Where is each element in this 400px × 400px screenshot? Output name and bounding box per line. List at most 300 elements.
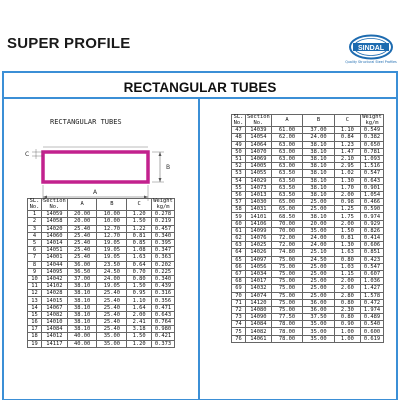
content-frame (2, 71, 398, 400)
table-cell: 0.202 (152, 261, 175, 268)
table-cell: 1.50 (334, 227, 360, 234)
table-cell: 1.64 (127, 304, 152, 311)
dimension-a-label: A (92, 189, 98, 196)
table-cell: 19 (28, 340, 42, 347)
table-row (232, 220, 384, 227)
table-row (232, 163, 384, 170)
table-cell: 25.00 (303, 206, 335, 213)
table-cell: 14025 (246, 242, 272, 249)
table-cell: 14090 (246, 314, 272, 321)
col-c: C (127, 199, 152, 211)
table-row (232, 335, 384, 342)
table-cell: 14044 (42, 261, 68, 268)
section-title: RECTANGULAR TUBES (123, 80, 277, 95)
table-cell: 0.80 (334, 256, 360, 263)
page-header (0, 0, 400, 62)
table-cell: 47 (232, 127, 246, 134)
table-cell: 0.347 (152, 247, 175, 254)
table-cell: 2.10 (334, 155, 360, 162)
table-cell: 25.40 (67, 254, 97, 261)
table-cell: 2 (28, 218, 42, 225)
table-cell: 14020 (42, 225, 68, 232)
table-cell: 38.10 (303, 213, 335, 220)
table-cell: 14055 (246, 170, 272, 177)
table-cell: 25.00 (303, 270, 335, 277)
table-cell: 0.472 (361, 299, 384, 306)
table-cell: 10.00 (97, 218, 127, 225)
table-cell: 72.00 (271, 235, 303, 242)
table-cell: 1.10 (334, 127, 360, 134)
table-cell: 23.50 (97, 261, 127, 268)
table-cell: 67 (232, 270, 246, 277)
table-cell: 35.00 (97, 333, 127, 340)
table-cell: 0.619 (361, 335, 384, 342)
table-cell: 55 (232, 184, 246, 191)
table-row (28, 340, 175, 347)
table-cell: 2.00 (127, 311, 152, 318)
table-cell: 1.30 (334, 177, 360, 184)
table-cell: 78.00 (271, 328, 303, 335)
table-cell: 1.02 (334, 170, 360, 177)
table-cell: 25.40 (97, 311, 127, 318)
table-row (28, 304, 175, 311)
table-row (28, 225, 175, 232)
table-cell: 17 (28, 326, 42, 333)
table-cell: 1.00 (334, 335, 360, 342)
table-cell: 14102 (42, 283, 68, 290)
table-cell: 19.05 (97, 254, 127, 261)
table-cell: 14070 (246, 148, 272, 155)
table-cell: 24.00 (303, 235, 335, 242)
right-spec-table (231, 114, 384, 343)
table-cell: 0.547 (361, 263, 384, 270)
table-cell: 0.471 (152, 304, 175, 311)
table-cell: 0.851 (361, 249, 384, 256)
column-divider (198, 99, 200, 400)
table-cell: 14101 (246, 213, 272, 220)
table-row (28, 239, 175, 246)
table-cell: 10 (28, 275, 42, 282)
dimension-c-label: C (25, 151, 30, 158)
table-cell: 14117 (42, 340, 68, 347)
table-cell: 0.84 (334, 134, 360, 141)
table-cell: 14082 (246, 328, 272, 335)
table-cell: 12.70 (97, 225, 127, 232)
table-cell: 38.10 (303, 155, 335, 162)
table-cell: 1.47 (334, 148, 360, 155)
table-cell: 0.643 (152, 311, 175, 318)
table-cell: 38.10 (67, 283, 97, 290)
table-cell: 24.00 (303, 242, 335, 249)
table-cell: 35.00 (303, 335, 335, 342)
table-cell: 14064 (246, 141, 272, 148)
table-cell: 56 (232, 191, 246, 198)
table-row (232, 321, 384, 328)
col-sl-no: SL. No. (232, 115, 246, 127)
table-cell: 58 (232, 206, 246, 213)
table-cell: 1.23 (334, 141, 360, 148)
table-cell: 63.00 (271, 141, 303, 148)
diagram-label: RECTANGULAR TUBES (50, 118, 122, 126)
table-cell: 0.395 (152, 239, 175, 246)
table-cell: 14076 (246, 235, 272, 242)
table-cell: 75.00 (271, 306, 303, 313)
table-row (28, 275, 175, 282)
table-cell: 0.540 (361, 321, 384, 328)
table-cell: 14074 (246, 292, 272, 299)
table-row (232, 242, 384, 249)
table-cell: 37.50 (303, 314, 335, 321)
table-cell: 14039 (246, 127, 272, 134)
table-cell: 1.00 (334, 328, 360, 335)
table-cell: 65 (232, 256, 246, 263)
table-cell: 6 (28, 247, 42, 254)
col-b: B (97, 199, 127, 211)
table-cell: 0.466 (361, 199, 384, 206)
table-cell: 1.054 (361, 191, 384, 198)
dimension-b-label: B (166, 164, 171, 171)
table-row (28, 247, 175, 254)
table-cell: 0.278 (152, 211, 175, 218)
table-cell: 63.50 (271, 177, 303, 184)
table-row (28, 319, 175, 326)
table-cell: 38.10 (67, 326, 97, 333)
table-cell: 18 (28, 333, 42, 340)
header-title: SUPER PROFILE (7, 35, 131, 52)
table-cell: 38.10 (303, 148, 335, 155)
table-cell: 12.70 (97, 232, 127, 239)
table-cell: 0.421 (152, 333, 175, 340)
table-cell: 63.00 (271, 148, 303, 155)
table-row (232, 249, 384, 256)
table-cell: 66 (232, 263, 246, 270)
table-cell: 64 (232, 249, 246, 256)
table-row (28, 268, 175, 275)
table-row (232, 270, 384, 277)
table-cell: 14073 (246, 184, 272, 191)
table-row (28, 218, 175, 225)
table-row (232, 127, 384, 134)
table-cell: 38.10 (303, 141, 335, 148)
table-cell: 50 (232, 148, 246, 155)
table-cell: 52 (232, 163, 246, 170)
table-cell: 61.00 (271, 127, 303, 134)
table-cell: 1.08 (127, 247, 152, 254)
table-cell: 1.10 (127, 297, 152, 304)
table-cell: 2.00 (334, 278, 360, 285)
table-cell: 14080 (246, 306, 272, 313)
table-cell: 36.00 (67, 261, 97, 268)
table-cell: 36.50 (67, 268, 97, 275)
table-cell: 14017 (246, 278, 272, 285)
table-cell: 11 (28, 283, 42, 290)
table-cell: 38.10 (303, 177, 335, 184)
table-cell: 25.00 (303, 199, 335, 206)
table-cell: 36.00 (303, 299, 335, 306)
table-cell: 63.00 (271, 155, 303, 162)
table-row (232, 206, 384, 213)
table-cell: 16 (28, 319, 42, 326)
table-row (232, 184, 384, 191)
table-cell: 0.489 (361, 314, 384, 321)
table-cell: 1.63 (334, 249, 360, 256)
table-cell: 14082 (42, 311, 68, 318)
table-cell: 14084 (42, 326, 68, 333)
table-row (232, 227, 384, 234)
table-cell: 0.356 (152, 297, 175, 304)
table-cell: 1.03 (334, 263, 360, 270)
col-a: A (271, 115, 303, 127)
table-cell: 70.00 (271, 220, 303, 227)
table-cell: 0.80 (334, 314, 360, 321)
table-row (232, 177, 384, 184)
table-row (232, 278, 384, 285)
table-cell: 25.40 (67, 225, 97, 232)
table-cell: 2.00 (334, 220, 360, 227)
table-row (232, 199, 384, 206)
table-cell: 10.00 (97, 211, 127, 218)
table-cell: 51 (232, 155, 246, 162)
table-row (232, 148, 384, 155)
table-cell: 0.225 (152, 268, 175, 275)
table-cell: 14015 (42, 297, 68, 304)
table-cell: 38.10 (67, 304, 97, 311)
table-cell: 0.95 (127, 290, 152, 297)
table-cell: 0.80 (334, 299, 360, 306)
table-cell: 14051 (42, 247, 68, 254)
table-row (28, 254, 175, 261)
table-cell: 1.20 (127, 340, 152, 347)
table-header-row (28, 199, 175, 211)
col-a: A (67, 199, 97, 211)
col-section-no: Section No. (43, 198, 66, 210)
table-cell: 2.41 (127, 319, 152, 326)
table-cell: 71 (232, 299, 246, 306)
table-cell: 14029 (246, 177, 272, 184)
table-row (232, 256, 384, 263)
table-cell: 76 (232, 335, 246, 342)
table-cell: 25.40 (97, 297, 127, 304)
table-cell: 0.98 (334, 199, 360, 206)
table-cell: 72.00 (271, 242, 303, 249)
table-cell: 68 (232, 278, 246, 285)
table-cell: 35.00 (97, 340, 127, 347)
table-cell: 0.643 (361, 177, 384, 184)
table-cell: 0.974 (361, 213, 384, 220)
table-row (232, 306, 384, 313)
table-cell: 0.826 (361, 227, 384, 234)
table-row (232, 170, 384, 177)
table-row (232, 134, 384, 141)
col-section-no: Section No. (247, 114, 270, 126)
table-cell: 1.25 (334, 206, 360, 213)
table-cell: 1.974 (361, 306, 384, 313)
table-cell: 14001 (42, 254, 68, 261)
table-row (232, 235, 384, 242)
table-cell: 63.50 (271, 191, 303, 198)
table-cell: 38.10 (67, 290, 97, 297)
table-cell: 63.00 (271, 163, 303, 170)
table-row (28, 211, 175, 218)
table-cell: 14028 (42, 290, 68, 297)
table-cell: 63.50 (271, 170, 303, 177)
table-cell: 14014 (42, 239, 68, 246)
table-cell: 75.00 (271, 292, 303, 299)
company-logo (347, 33, 395, 61)
table-cell: 0.607 (361, 270, 384, 277)
table-cell: 75.00 (271, 299, 303, 306)
table-cell: 1.63 (127, 254, 152, 261)
table-cell: 25.10 (303, 249, 335, 256)
table-cell: 0.363 (152, 254, 175, 261)
table-row (232, 285, 384, 292)
table-cell: 38.10 (67, 311, 97, 318)
table-cell: 1.22 (127, 225, 152, 232)
table-cell: 14030 (246, 199, 272, 206)
table-row (28, 283, 175, 290)
table-row (28, 290, 175, 297)
table-cell: 38.10 (67, 297, 97, 304)
table-cell: 1.70 (334, 184, 360, 191)
table-cell: 25.40 (67, 239, 97, 246)
table-cell: 25.40 (67, 247, 97, 254)
table-cell: 0.340 (152, 232, 175, 239)
table-cell: 3.18 (127, 326, 152, 333)
table-row (28, 232, 175, 239)
table-cell: 14106 (246, 220, 272, 227)
table-cell: 2.30 (334, 306, 360, 313)
table-cell: 25.40 (67, 232, 97, 239)
table-cell: 25.40 (97, 290, 127, 297)
table-cell: 14059 (42, 211, 68, 218)
table-cell: 0.423 (361, 256, 384, 263)
table-cell: 1.50 (127, 218, 152, 225)
table-cell: 3 (28, 225, 42, 232)
table-cell: 36.00 (303, 306, 335, 313)
table-cell: 68.50 (271, 213, 303, 220)
table-cell: 14061 (246, 335, 272, 342)
table-cell: 0.81 (334, 235, 360, 242)
table-cell: 7 (28, 254, 42, 261)
table-header-row (232, 115, 384, 127)
table-cell: 14026 (246, 249, 272, 256)
col-c: C (334, 115, 360, 127)
table-cell: 0.64 (127, 261, 152, 268)
table-cell: 24.00 (303, 134, 335, 141)
table-cell: 38.10 (303, 191, 335, 198)
table-cell: 25.00 (303, 263, 335, 270)
table-cell: 75.00 (271, 256, 303, 263)
table-cell: 14032 (246, 285, 272, 292)
table-cell: 1.30 (334, 242, 360, 249)
table-cell: 75 (232, 328, 246, 335)
table-cell: 2.95 (334, 163, 360, 170)
table-cell: 0.382 (361, 134, 384, 141)
table-cell: 14013 (246, 191, 272, 198)
table-cell: 1.50 (127, 333, 152, 340)
table-cell: 0.414 (361, 235, 384, 242)
left-spec-table (27, 198, 175, 348)
table-cell: 14097 (246, 256, 272, 263)
table-cell: 14034 (246, 270, 272, 277)
table-cell: 24.50 (303, 256, 335, 263)
table-cell: 38.10 (303, 163, 335, 170)
col-weight: Weight kg/m (362, 114, 382, 126)
table-cell: 35.00 (303, 321, 335, 328)
table-cell: 61 (232, 227, 246, 234)
table-cell: 1.578 (361, 292, 384, 299)
table-cell: 20.00 (67, 218, 97, 225)
table-cell: 75.00 (271, 263, 303, 270)
table-cell: 65.00 (271, 199, 303, 206)
table-cell: 0.606 (361, 242, 384, 249)
table-cell: 2.80 (334, 292, 360, 299)
table-cell: 0.81 (127, 232, 152, 239)
table-cell: 14069 (246, 155, 272, 162)
table-cell: 63 (232, 242, 246, 249)
table-cell: 20.00 (303, 220, 335, 227)
table-cell: 25.40 (97, 326, 127, 333)
table-cell: 0.764 (152, 319, 175, 326)
table-row (232, 263, 384, 270)
table-cell: 35.00 (303, 227, 335, 234)
table-cell: 8 (28, 261, 42, 268)
table-cell: 14012 (42, 333, 68, 340)
table-row (232, 299, 384, 306)
table-row (232, 292, 384, 299)
table-cell: 0.980 (152, 326, 175, 333)
table-row (232, 155, 384, 162)
table-cell: 24.00 (97, 275, 127, 282)
table-cell: 25.40 (97, 304, 127, 311)
table-cell: 74 (232, 321, 246, 328)
table-cell: 0.901 (361, 184, 384, 191)
table-cell: 38.10 (303, 184, 335, 191)
table-cell: 1.50 (127, 283, 152, 290)
table-cell: 25.00 (303, 292, 335, 299)
table-cell: 78.00 (271, 321, 303, 328)
logo-text: SINDAL (357, 44, 385, 52)
table-cell: 0.650 (361, 141, 384, 148)
table-row (28, 297, 175, 304)
table-cell: 14095 (42, 268, 68, 275)
col-weight: Weight kg/m (153, 198, 173, 210)
table-cell: 0.90 (334, 321, 360, 328)
table-cell: 1.20 (127, 211, 152, 218)
table-cell: 75.00 (271, 278, 303, 285)
table-cell: 14042 (42, 275, 68, 282)
table-cell: 0.340 (152, 275, 175, 282)
table-cell: 62 (232, 235, 246, 242)
table-cell: 2.60 (334, 285, 360, 292)
table-cell: 77.50 (271, 314, 303, 321)
table-cell: 14099 (246, 227, 272, 234)
table-cell: 1.75 (334, 213, 360, 220)
table-cell: 62.00 (271, 134, 303, 141)
table-cell: 60 (232, 220, 246, 227)
table-cell: 1.15 (334, 270, 360, 277)
table-cell: 70.00 (271, 227, 303, 234)
table-cell: 35.00 (303, 328, 335, 335)
table-cell: 4 (28, 232, 42, 239)
table-cell: 72 (232, 306, 246, 313)
table-cell: 14054 (246, 134, 272, 141)
table-cell: 0.547 (361, 170, 384, 177)
table-cell: 15 (28, 311, 42, 318)
table-cell: 0.781 (361, 148, 384, 155)
col-sl-no: SL. No. (28, 199, 42, 211)
table-cell: 14120 (246, 299, 272, 306)
